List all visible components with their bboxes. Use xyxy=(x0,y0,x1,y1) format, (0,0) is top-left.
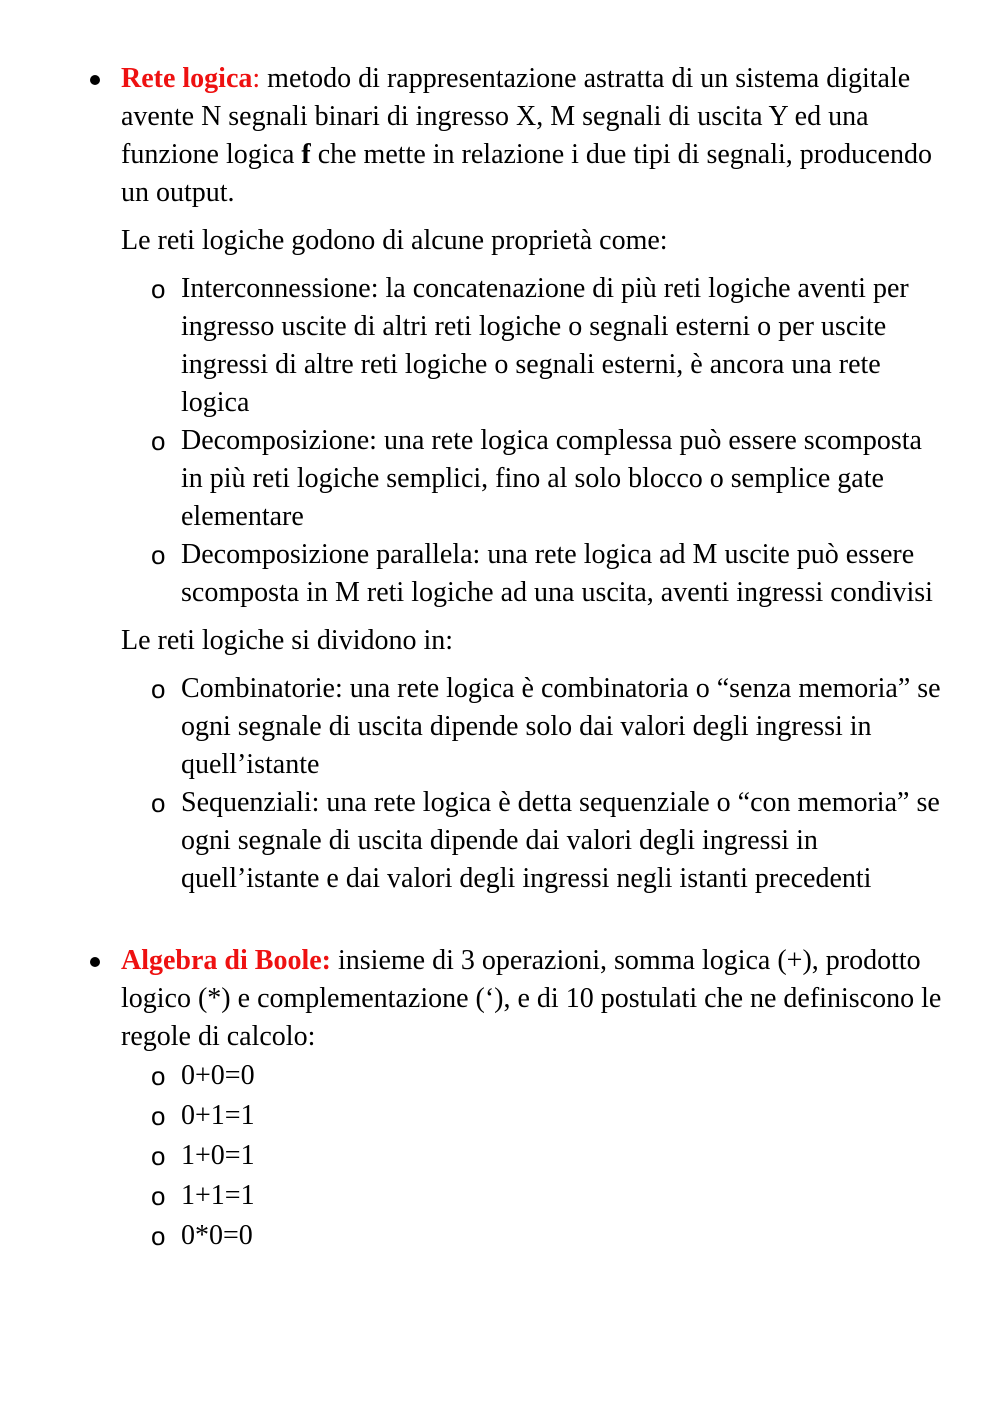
list-item xyxy=(151,1056,941,1096)
list-item xyxy=(151,1136,941,1176)
list-item xyxy=(151,670,941,784)
definition-text-2: che mette in relazione i due tipi di segnali, producendo un output. xyxy=(121,139,932,208)
postulate-text: 0+1=1 xyxy=(181,1100,255,1131)
type-text: Combinatorie: una rete logica è combinatoria o “senza memoria” se ogni segnale di uscita dipende solo dai valori degli ingressi in quell’istante xyxy=(181,673,941,780)
property-text: Interconnessione: la concatenazione di più reti logiche aventi per ingresso uscite di altri reti logiche o segnali esterni o per uscite ingressi di altre reti logiche o segnali esterni, è ancora una rete logica xyxy=(181,273,909,418)
property-text: Decomposizione: una rete logica complessa può essere scomposta in più reti logiche semplici, fino al solo blocco o semplice gate elementare xyxy=(181,425,922,532)
postulates-list xyxy=(121,1056,951,1256)
term-algebra-boole: Algebra di Boole: xyxy=(121,945,331,976)
list-item xyxy=(151,1216,941,1256)
type-text: Sequenziali: una rete logica è detta sequenziale o “con memoria” se ogni segnale di uscita dipende dai valori degli ingressi in quell’istante e dai valori degli ingressi negli istanti precedenti xyxy=(181,787,940,894)
section-spacer xyxy=(0,898,1000,942)
sub-bullet-icon: o xyxy=(151,1141,166,1171)
postulate-text: 0+0=0 xyxy=(181,1060,255,1091)
sub-bullet-icon: o xyxy=(151,674,166,704)
list-item xyxy=(151,422,941,536)
sub-bullet-icon: o xyxy=(151,1101,166,1131)
postulate-text: 0*0=0 xyxy=(181,1220,253,1251)
property-text: Decomposizione parallela: una rete logica ad M uscite può essere scomposta in M reti logiche ad una uscita, aventi ingressi condivisi xyxy=(181,539,933,608)
list-item xyxy=(151,784,941,898)
types-list xyxy=(121,670,951,898)
list-item xyxy=(151,1096,941,1136)
postulate-text: 1+0=1 xyxy=(181,1140,255,1171)
term-rete-logica: Rete logica xyxy=(121,63,253,94)
sub-bullet-icon: o xyxy=(151,274,166,304)
definition-text-1: metodo di rappresentazione astratta di un sistema digitale avente N segnali binari di ingresso X, M segnali di uscita Y ed una funzione logica xyxy=(121,63,911,170)
postulate-text: 1+1=1 xyxy=(181,1180,255,1211)
intro-types: Le reti logiche si dividono in: xyxy=(121,625,454,656)
list-item xyxy=(151,536,941,612)
term-colon: : xyxy=(252,63,261,94)
sub-bullet-icon: o xyxy=(151,1061,166,1091)
section-rete-logica xyxy=(121,60,951,898)
rete-logica-definition xyxy=(121,60,951,212)
algebra-boole-definition xyxy=(121,942,951,1056)
definition-text: insieme di 3 operazioni, somma logica (+), prodotto logico (*) e complementazione (‘), e di 10 postulati che ne definiscono le regole di calcolo: xyxy=(121,945,942,1052)
sub-bullet-icon: o xyxy=(151,1181,166,1211)
section-algebra-boole xyxy=(121,942,951,1256)
list-item xyxy=(151,1176,941,1216)
bold-function-f: f xyxy=(301,139,311,170)
sub-bullet-icon: o xyxy=(151,540,166,570)
sub-bullet-icon: o xyxy=(151,426,166,456)
bullet-dot-icon xyxy=(90,75,100,85)
bullet-dot-icon xyxy=(90,957,100,967)
sub-bullet-icon: o xyxy=(151,1221,166,1251)
sub-bullet-icon: o xyxy=(151,788,166,818)
properties-list xyxy=(121,270,951,612)
list-item xyxy=(151,270,941,422)
intro-properties: Le reti logiche godono di alcune proprietà come: xyxy=(121,225,668,256)
